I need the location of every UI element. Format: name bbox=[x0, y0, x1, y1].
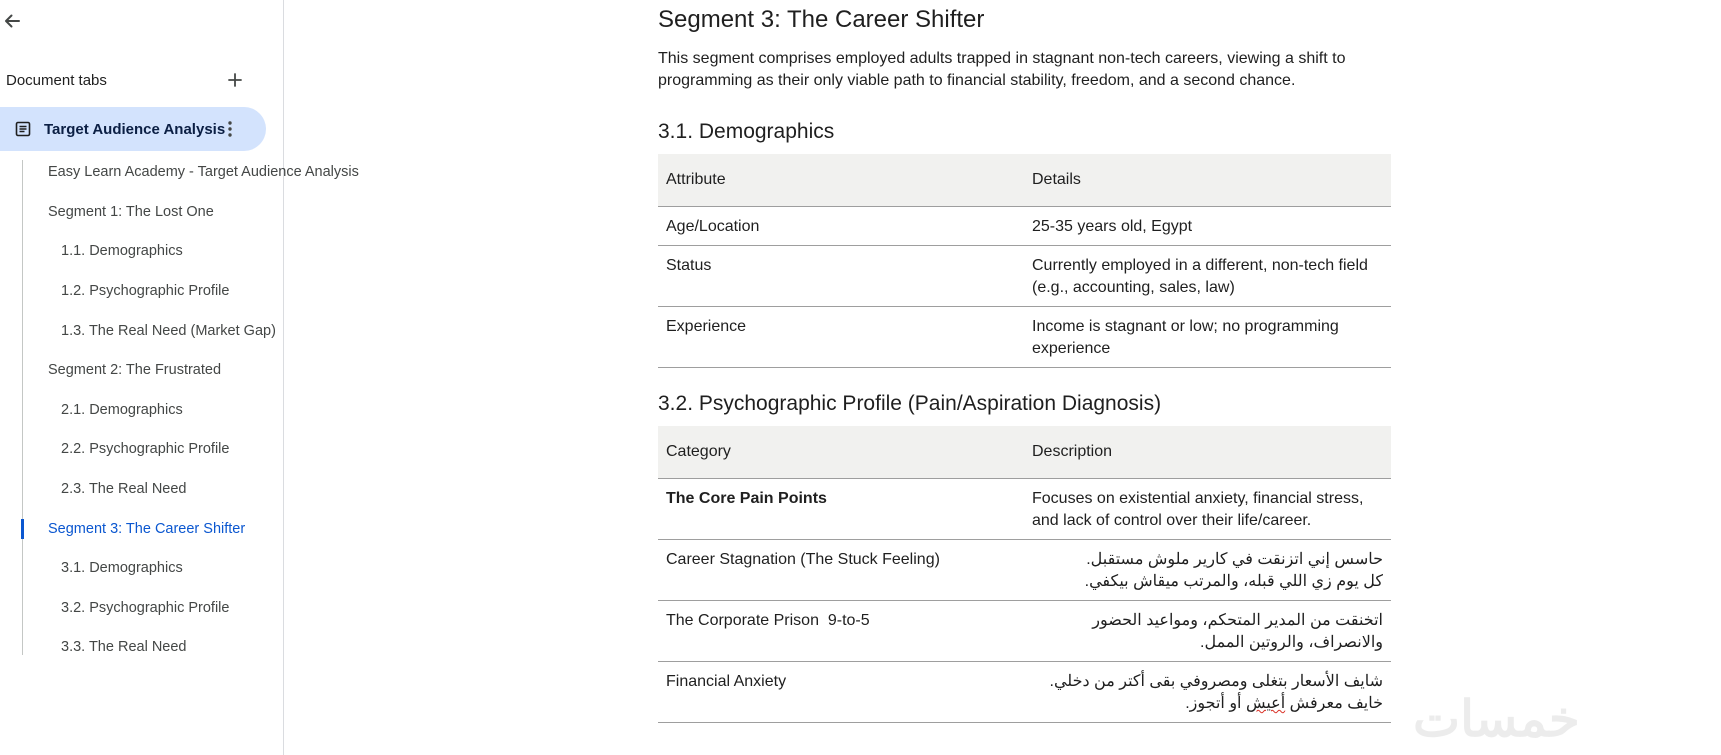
segment-intro-paragraph: This segment comprises employed adults trapped in stagnant non-tech careers, viewing a shift to programming as their only viable path to financial stability, freedom, and a second chance. bbox=[658, 50, 1346, 89]
outline-item[interactable]: 3.3. The Real Need bbox=[61, 639, 187, 655]
table-row bbox=[658, 246, 1391, 307]
add-tab-plus-icon[interactable] bbox=[224, 69, 246, 91]
table-row bbox=[658, 307, 1391, 368]
table-cell: Experience bbox=[658, 307, 1024, 368]
table-row bbox=[658, 540, 1391, 601]
outline-item[interactable]: 3.1. Demographics bbox=[61, 560, 183, 576]
table-cell: Currently employed in a different, non-tech field (e.g., accounting, sales, law) bbox=[1024, 246, 1391, 307]
table-cell-arabic bbox=[1024, 540, 1391, 601]
watermark-logo: خمسات bbox=[1413, 691, 1580, 747]
arabic-line: كل يوم زي اللي قبله، والمرتب ميقاش بيكفي. bbox=[1084, 573, 1383, 590]
table-header-cell: Category bbox=[658, 426, 1024, 479]
table-cell: Focuses on existential anxiety, financial stress, and lack of control over their life/career. bbox=[1024, 479, 1391, 540]
table-cell: The Core Pain Points bbox=[658, 479, 1024, 540]
arabic-line: شايف الأسعار بتغلى ومصروفي بقى أكتر من دخلي. bbox=[1049, 673, 1383, 690]
document-icon bbox=[14, 120, 32, 138]
outline-item[interactable]: Easy Learn Academy - Target Audience Analysis bbox=[48, 164, 359, 180]
table-cell: The Corporate Prison 9-to-5 bbox=[658, 601, 1024, 662]
document-tabs-title: Document tabs bbox=[6, 71, 107, 89]
table-row bbox=[658, 479, 1391, 540]
demographics-table bbox=[658, 154, 1391, 368]
table-header-row bbox=[658, 426, 1391, 479]
outline-item[interactable]: 1.1. Demographics bbox=[61, 243, 183, 259]
active-tab-label: Target Audience Analysis bbox=[44, 120, 226, 138]
current-position-indicator bbox=[21, 519, 24, 539]
table-cell-arabic bbox=[1024, 601, 1391, 662]
table-header-cell: Details bbox=[1024, 154, 1391, 207]
table-cell: Career Stagnation (The Stuck Feeling) bbox=[658, 540, 1024, 601]
table-row bbox=[658, 601, 1391, 662]
table-cell-arabic bbox=[1024, 662, 1391, 723]
arabic-line: اتخنقت من المدير المتحكم، ومواعيد الحضور bbox=[1092, 612, 1383, 629]
table-header-cell: Description bbox=[1024, 426, 1391, 479]
outline-item[interactable]: 2.1. Demographics bbox=[61, 402, 183, 418]
more-options-icon[interactable] bbox=[220, 117, 240, 141]
document-body bbox=[658, 0, 1580, 755]
table-cell: Status bbox=[658, 246, 1024, 307]
table-cell: Age/Location bbox=[658, 207, 1024, 246]
arabic-line: والانصراف، والروتين الممل. bbox=[1200, 634, 1383, 651]
table-row bbox=[658, 207, 1391, 246]
outline-item-current[interactable]: Segment 3: The Career Shifter bbox=[48, 521, 246, 537]
arabic-line: حاسس إني اتزنقت في كارير ملوش مستقبل. bbox=[1086, 551, 1383, 568]
table-cell: Income is stagnant or low; no programming experience bbox=[1024, 307, 1391, 368]
table-cell: 25-35 years old, Egypt bbox=[1024, 207, 1391, 246]
outline-item[interactable]: Segment 2: The Frustrated bbox=[48, 362, 222, 378]
arabic-line: أو أتجوز. bbox=[1185, 695, 1246, 712]
back-arrow-icon[interactable] bbox=[0, 9, 24, 33]
outline-item[interactable]: 3.2. Psychographic Profile bbox=[61, 600, 230, 616]
table-header-row bbox=[658, 154, 1391, 207]
demographics-heading: 3.1. Demographics bbox=[658, 120, 835, 143]
psychographic-heading: 3.2. Psychographic Profile (Pain/Aspiration Diagnosis) bbox=[658, 392, 1162, 415]
segment-heading: Segment 3: The Career Shifter bbox=[658, 6, 985, 33]
outline-item[interactable]: Segment 1: The Lost One bbox=[48, 204, 214, 220]
document-outline-sidebar bbox=[0, 0, 359, 755]
active-document-tab[interactable] bbox=[0, 107, 266, 151]
table-header-cell: Attribute bbox=[658, 154, 1024, 207]
spellcheck-word[interactable]: أعيش bbox=[1245, 695, 1286, 712]
outline-item[interactable]: 1.3. The Real Need (Market Gap) bbox=[61, 323, 276, 339]
document-tabs-header bbox=[6, 70, 246, 90]
outline-item[interactable]: 1.2. Psychographic Profile bbox=[61, 283, 230, 299]
outline-item[interactable]: 2.2. Psychographic Profile bbox=[61, 441, 230, 457]
table-cell: Financial Anxiety bbox=[658, 662, 1024, 723]
outline-list bbox=[22, 160, 359, 655]
table-row bbox=[658, 662, 1391, 723]
psychographic-table bbox=[658, 426, 1391, 723]
outline-item[interactable]: 2.3. The Real Need bbox=[61, 481, 187, 497]
arabic-line: خايف معرفش bbox=[1285, 695, 1383, 712]
